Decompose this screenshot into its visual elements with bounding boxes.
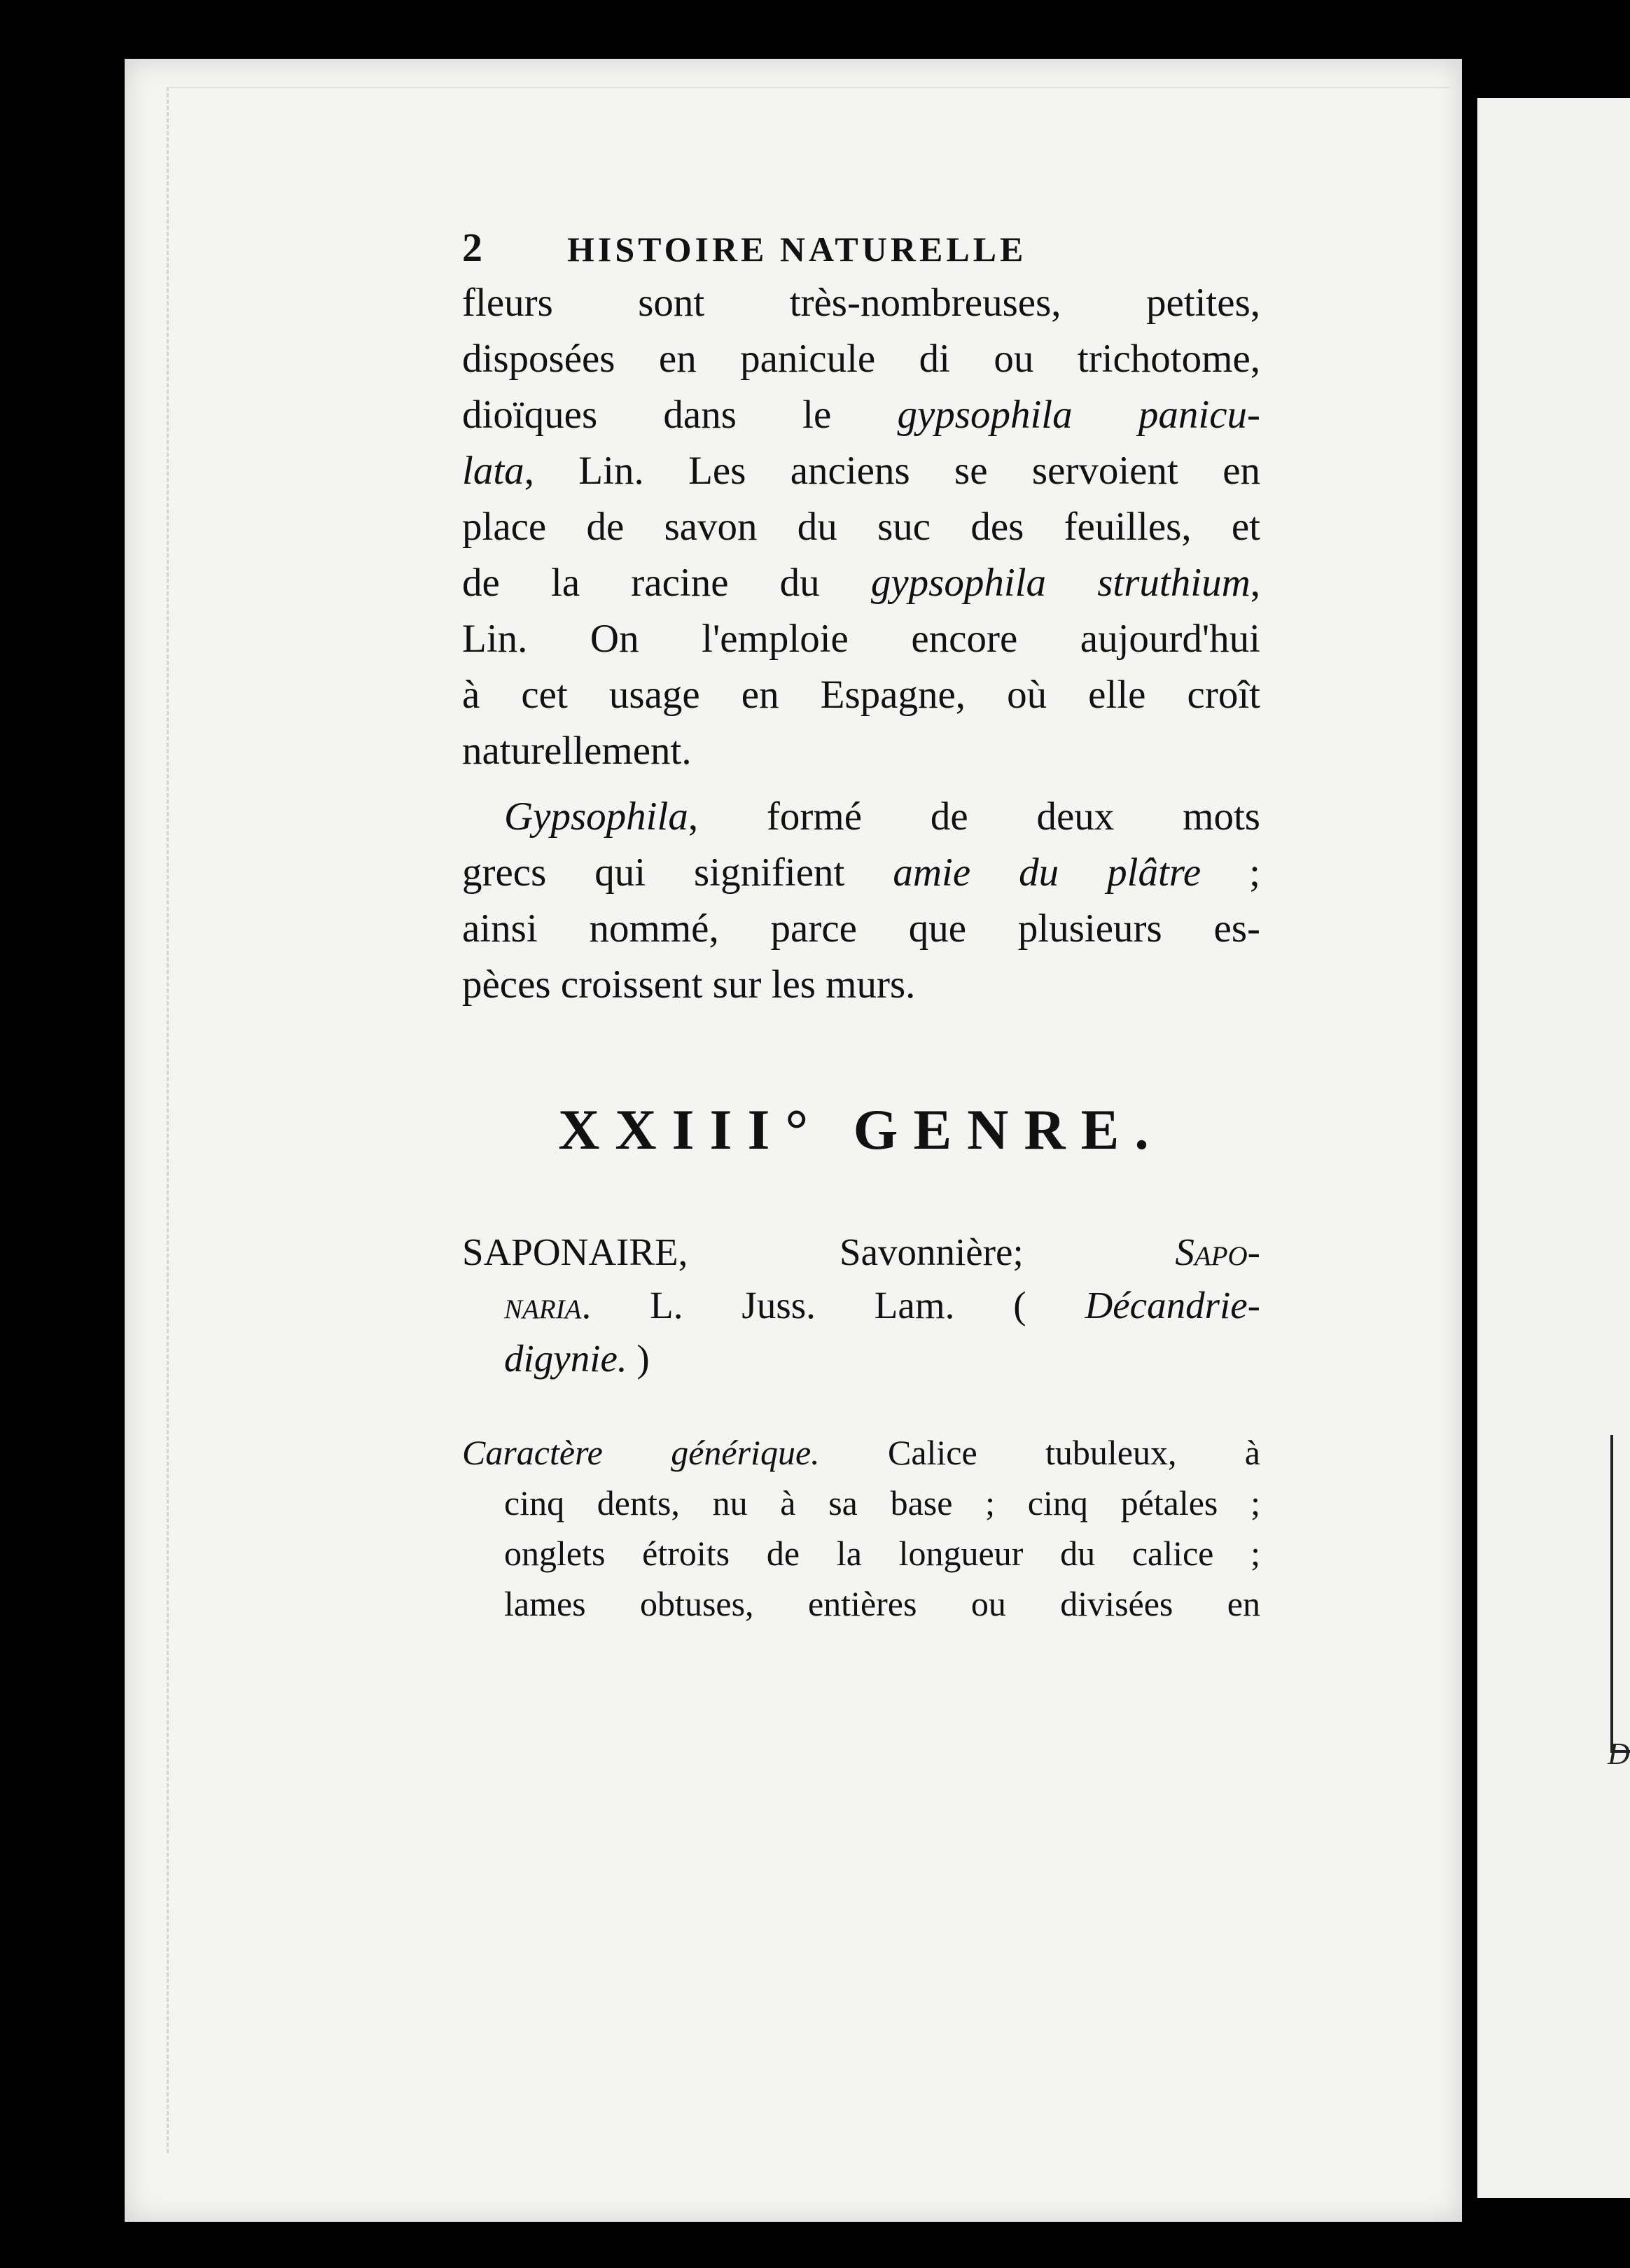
text-line: cinq dents, nu à sa base ; cinq pétales ; (504, 1483, 1260, 1522)
adjacent-page (1477, 98, 1630, 2198)
generic-character (462, 1427, 1260, 1629)
text-line: dioïques dans le gypsophila panicu- (462, 393, 1260, 437)
page-text (462, 224, 1260, 1629)
text-line: ainsi nommé, parce que plusieurs es- (462, 906, 1260, 951)
text-line: Caractère générique. Calice tubuleux, à (462, 1433, 1260, 1472)
text-line: de la racine du gypsophila struthium, (462, 561, 1260, 605)
page-number: 2 (462, 225, 485, 270)
genre-heading: XXIII° GENRE. (558, 1098, 1164, 1161)
running-head (462, 224, 1260, 271)
paragraph-1 (462, 275, 1260, 779)
text-line: fleurs sont très-nombreuses, petites, (462, 281, 1260, 325)
text-line: digynie. ) (504, 1337, 650, 1380)
text-line: à cet usage en Espagne, où elle croît (462, 673, 1260, 717)
text-line: onglets étroits de la longueur du calice ; (504, 1534, 1260, 1573)
text-line: lames obtuses, entières ou divisées en (504, 1584, 1260, 1623)
text-line: Gypsophila, formé de deux mots (504, 794, 1260, 839)
text-line: disposées en panicule di ou trichotome, (462, 337, 1260, 381)
text-line: Lin. On l'emploie encore aujourd'hui (462, 617, 1260, 661)
running-title: HISTOIRE NATURELLE (567, 230, 1027, 269)
paragraph-2 (462, 789, 1260, 1013)
text-line: SAPONAIRE, Savonnière; Sapo- (462, 1231, 1260, 1273)
text-line: naria. L. Juss. Lam. ( Décandrie- (504, 1284, 1260, 1326)
text-line: place de savon du suc des feuilles, et (462, 505, 1260, 549)
adjacent-page-frame (1610, 1435, 1630, 1753)
genus-entry (462, 1226, 1260, 1385)
text-line: lata, Lin. Les anciens se servoient en (462, 449, 1260, 493)
text-line: grecs qui signifient amie du plâtre ; (462, 850, 1260, 895)
text-line: naturellement. (462, 729, 692, 773)
adjacent-page-letter: D (1608, 1737, 1630, 1771)
text-line: pèces croissent sur les murs. (462, 962, 916, 1007)
